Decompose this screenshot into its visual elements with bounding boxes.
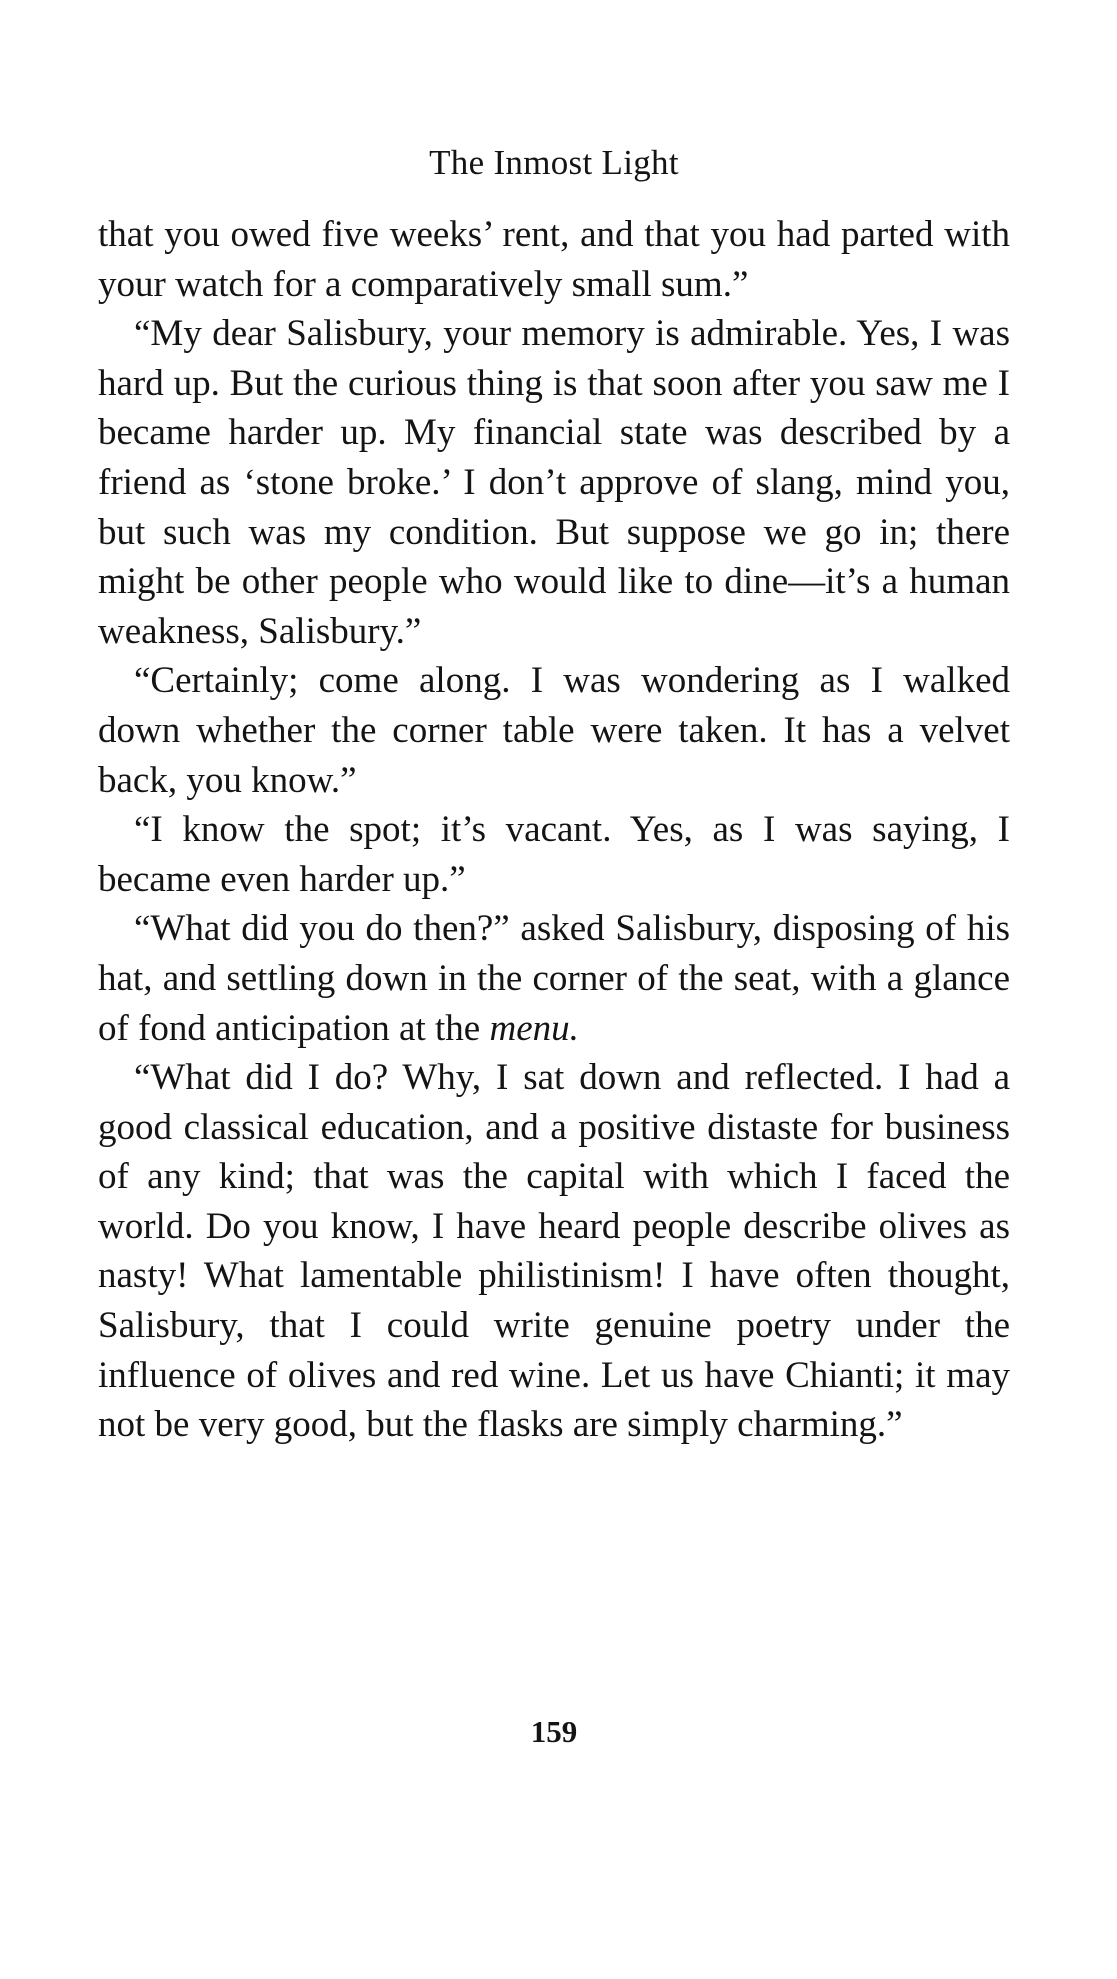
page-number: 159 xyxy=(530,1714,578,1749)
paragraph-3: “Certainly; come along. I was wondering as I walked down whether the corner table were taken. It has a velvet back, you know.” xyxy=(98,660,1010,801)
paragraph-2: “My dear Salisbury, your memory is admirable. Yes, I was hard up. But the curious thing is that soon after you saw me I became harder up. My financial state was described by a friend as ‘stone broke.’ I don’t approve of slang, mind you, but such was my condition. But suppose we go in; there might be other people who would like to dine—it’s a human weakness, Salisbury.” xyxy=(98,313,1010,652)
paragraph-5-text: “What did you do then?” asked Salisbury, disposing of his hat, and settling down in the corner of the seat, with a glance of fond anticipation at the xyxy=(98,908,1010,1049)
body-text xyxy=(98,210,1010,1450)
paragraph-4: “I know the spot; it’s vacant. Yes, as I was saying, I became even harder up.” xyxy=(98,809,1010,900)
paragraph-5-italic: menu. xyxy=(489,1007,579,1049)
paragraph-5 xyxy=(98,904,1010,1053)
paragraph-6: “What did I do? Why, I sat down and reflected. I had a good classical education, and a positive distaste for business of any kind; that was the capital with which I faced the world. Do you know, I have heard people describe olives as nasty! What lamentable philistinism! I have often thought, Salisbury, that I could write genuine poetry under the influence of olives and red wine. Let us have Chianti; it may not be very good, but the flasks are simply charming.” xyxy=(98,1057,1010,1446)
paragraph-1: that you owed five weeks’ rent, and that you had parted with your watch for a comparatively small sum.” xyxy=(98,214,1010,305)
running-head: The Inmost Light xyxy=(429,143,679,182)
